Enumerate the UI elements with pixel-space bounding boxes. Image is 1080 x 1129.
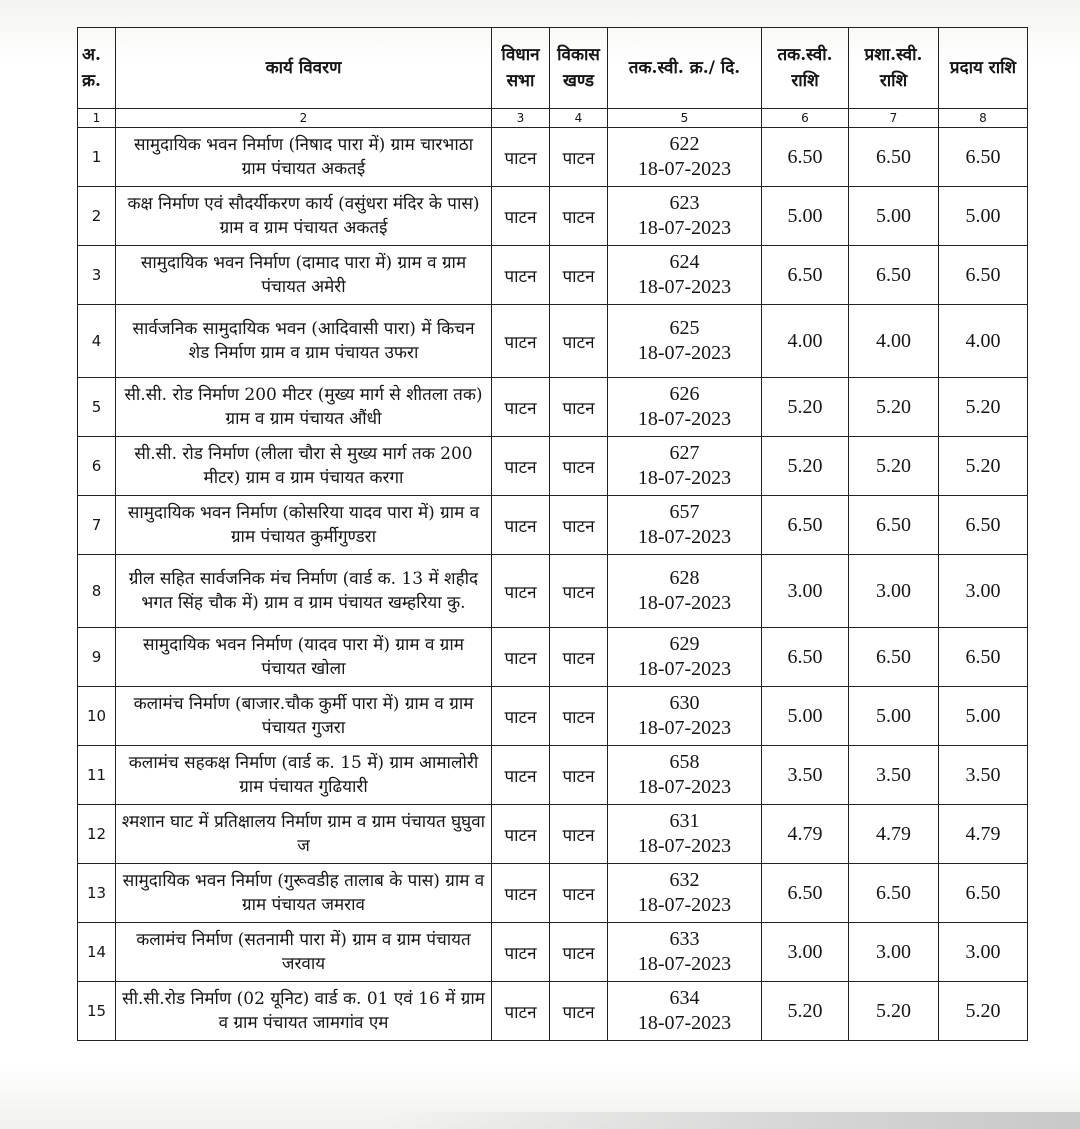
row-order-no: 627 [669, 442, 700, 464]
row-serial-no: 3 [78, 246, 116, 305]
row-technical-amount: 5.00 [762, 687, 849, 746]
row-technical-amount: 5.20 [762, 982, 849, 1041]
row-admin-amount: 3.00 [849, 555, 939, 628]
row-vikas-khand: पाटन [550, 864, 608, 923]
header-order-no-date: तक.स्वी. क्र./ दि. [608, 28, 762, 109]
row-released-amount: 6.50 [939, 246, 1028, 305]
row-serial-no: 13 [78, 864, 116, 923]
row-vidhan-sabha: पाटन [492, 628, 550, 687]
row-vikas-khand: पाटन [550, 746, 608, 805]
row-order-no: 626 [669, 383, 700, 405]
row-technical-amount: 5.20 [762, 378, 849, 437]
row-order-date: 18-07-2023 [637, 894, 732, 916]
row-released-amount: 6.50 [939, 628, 1028, 687]
header-serial-no: अ. क्र. [78, 28, 116, 109]
row-order-no: 628 [669, 567, 700, 589]
row-technical-amount: 6.50 [762, 496, 849, 555]
row-order-no: 623 [669, 192, 700, 214]
header-released-amount: प्रदाय राशि [939, 28, 1028, 109]
row-serial-no: 12 [78, 805, 116, 864]
row-released-amount: 5.20 [939, 378, 1028, 437]
row-work-description: सार्वजनिक सामुदायिक भवन (आदिवासी पारा) में किचन शेड निर्माण ग्राम व ग्राम पंचायत उफरा [116, 305, 492, 378]
row-released-amount: 4.00 [939, 305, 1028, 378]
table-row [78, 628, 1028, 687]
row-vidhan-sabha: पाटन [492, 378, 550, 437]
row-order-date: 18-07-2023 [637, 658, 732, 680]
row-order-cell [608, 128, 762, 187]
table-row [78, 982, 1028, 1041]
row-vikas-khand: पाटन [550, 805, 608, 864]
column-index-row [78, 109, 1028, 128]
row-order-no: 625 [669, 317, 700, 339]
row-admin-amount: 5.20 [849, 437, 939, 496]
row-order-date: 18-07-2023 [637, 276, 732, 298]
table-row [78, 128, 1028, 187]
row-admin-amount: 3.50 [849, 746, 939, 805]
row-admin-amount: 6.50 [849, 246, 939, 305]
row-order-date: 18-07-2023 [637, 526, 732, 548]
row-vikas-khand: पाटन [550, 305, 608, 378]
row-released-amount: 3.00 [939, 923, 1028, 982]
row-order-no: 622 [669, 133, 700, 155]
row-order-date: 18-07-2023 [637, 592, 732, 614]
row-order-cell [608, 746, 762, 805]
row-order-cell [608, 687, 762, 746]
row-order-cell [608, 805, 762, 864]
row-vidhan-sabha: पाटन [492, 187, 550, 246]
row-order-cell [608, 496, 762, 555]
header-vikas-khand: विकास खण्ड [550, 28, 608, 109]
table-row [78, 555, 1028, 628]
row-order-cell [608, 187, 762, 246]
table-row [78, 864, 1028, 923]
row-admin-amount: 5.00 [849, 187, 939, 246]
column-index: 4 [550, 109, 608, 128]
row-released-amount: 3.00 [939, 555, 1028, 628]
row-work-description: सामुदायिक भवन निर्माण (गुरूवडीह तालाब के पास) ग्राम व ग्राम पंचायत जमराव [116, 864, 492, 923]
row-work-description: सी.सी. रोड निर्माण (लीला चौरा से मुख्य मार्ग तक 200 मीटर) ग्राम व ग्राम पंचायत करगा [116, 437, 492, 496]
header-work-description: कार्य विवरण [116, 28, 492, 109]
row-work-description: सामुदायिक भवन निर्माण (यादव पारा में) ग्राम व ग्राम पंचायत खोला [116, 628, 492, 687]
row-vikas-khand: पाटन [550, 687, 608, 746]
row-released-amount: 5.00 [939, 687, 1028, 746]
row-serial-no: 4 [78, 305, 116, 378]
row-serial-no: 15 [78, 982, 116, 1041]
row-admin-amount: 6.50 [849, 628, 939, 687]
row-order-no: 634 [669, 987, 700, 1009]
header-technical-amount: तक.स्वी. राशि [762, 28, 849, 109]
row-work-description: कलामंच सहकक्ष निर्माण (वार्ड क. 15 में) ग्राम आमालोरी ग्राम पंचायत गुढियारी [116, 746, 492, 805]
table-row [78, 437, 1028, 496]
row-released-amount: 6.50 [939, 128, 1028, 187]
row-order-cell [608, 246, 762, 305]
row-technical-amount: 6.50 [762, 128, 849, 187]
row-released-amount: 6.50 [939, 496, 1028, 555]
row-vidhan-sabha: पाटन [492, 805, 550, 864]
row-work-description: कलामंच निर्माण (बाजार.चौक कुर्मी पारा में) ग्राम व ग्राम पंचायत गुजरा [116, 687, 492, 746]
table-body [78, 128, 1028, 1041]
row-order-no: 624 [669, 251, 700, 273]
column-index: 3 [492, 109, 550, 128]
row-vidhan-sabha: पाटन [492, 305, 550, 378]
row-vikas-khand: पाटन [550, 628, 608, 687]
row-work-description: सी.सी. रोड निर्माण 200 मीटर (मुख्य मार्ग से शीतला तक) ग्राम व ग्राम पंचायत औंधी [116, 378, 492, 437]
row-released-amount: 3.50 [939, 746, 1028, 805]
row-released-amount: 6.50 [939, 864, 1028, 923]
row-vidhan-sabha: पाटन [492, 746, 550, 805]
row-serial-no: 6 [78, 437, 116, 496]
row-technical-amount: 3.00 [762, 923, 849, 982]
row-vikas-khand: पाटन [550, 128, 608, 187]
row-work-description: कलामंच निर्माण (सतनामी पारा में) ग्राम व ग्राम पंचायत जरवाय [116, 923, 492, 982]
row-vidhan-sabha: पाटन [492, 555, 550, 628]
row-serial-no: 14 [78, 923, 116, 982]
row-order-cell [608, 305, 762, 378]
row-work-description: सामुदायिक भवन निर्माण (निषाद पारा में) ग्राम चारभाठा ग्राम पंचायत अकतई [116, 128, 492, 187]
table-row [78, 746, 1028, 805]
row-technical-amount: 5.00 [762, 187, 849, 246]
row-vikas-khand: पाटन [550, 982, 608, 1041]
row-released-amount: 5.20 [939, 982, 1028, 1041]
row-technical-amount: 3.50 [762, 746, 849, 805]
row-serial-no: 7 [78, 496, 116, 555]
row-vidhan-sabha: पाटन [492, 864, 550, 923]
row-vidhan-sabha: पाटन [492, 128, 550, 187]
row-admin-amount: 6.50 [849, 864, 939, 923]
row-order-date: 18-07-2023 [637, 717, 732, 739]
row-order-date: 18-07-2023 [637, 158, 732, 180]
row-serial-no: 1 [78, 128, 116, 187]
table-row [78, 923, 1028, 982]
row-vidhan-sabha: पाटन [492, 923, 550, 982]
row-vidhan-sabha: पाटन [492, 246, 550, 305]
row-order-no: 632 [669, 869, 700, 891]
column-index: 5 [608, 109, 762, 128]
row-work-description: सामुदायिक भवन निर्माण (कोसरिया यादव पारा में) ग्राम व ग्राम पंचायत कुर्मीगुण्डरा [116, 496, 492, 555]
table-row [78, 496, 1028, 555]
row-vikas-khand: पाटन [550, 246, 608, 305]
table-row [78, 187, 1028, 246]
row-vidhan-sabha: पाटन [492, 437, 550, 496]
row-order-no: 658 [669, 751, 700, 773]
column-index: 1 [78, 109, 116, 128]
row-order-no: 657 [669, 501, 700, 523]
row-order-date: 18-07-2023 [637, 342, 732, 364]
row-admin-amount: 5.00 [849, 687, 939, 746]
row-vidhan-sabha: पाटन [492, 496, 550, 555]
table-row [78, 305, 1028, 378]
row-admin-amount: 4.79 [849, 805, 939, 864]
row-work-description: सी.सी.रोड निर्माण (02 यूनिट) वार्ड क. 01 एवं 16 में ग्राम व ग्राम पंचायत जामगांव एम [116, 982, 492, 1041]
row-serial-no: 11 [78, 746, 116, 805]
header-vidhan-sabha: विधान सभा [492, 28, 550, 109]
row-admin-amount: 6.50 [849, 496, 939, 555]
row-order-date: 18-07-2023 [637, 1012, 732, 1034]
row-released-amount: 5.00 [939, 187, 1028, 246]
row-order-date: 18-07-2023 [637, 408, 732, 430]
row-technical-amount: 3.00 [762, 555, 849, 628]
row-order-cell [608, 437, 762, 496]
works-table [77, 27, 1028, 1041]
row-order-date: 18-07-2023 [637, 217, 732, 239]
table-row [78, 378, 1028, 437]
row-order-date: 18-07-2023 [637, 776, 732, 798]
table-row [78, 246, 1028, 305]
row-vikas-khand: पाटन [550, 437, 608, 496]
row-serial-no: 5 [78, 378, 116, 437]
row-vikas-khand: पाटन [550, 923, 608, 982]
row-order-no: 629 [669, 633, 700, 655]
row-technical-amount: 4.00 [762, 305, 849, 378]
row-order-cell [608, 378, 762, 437]
table-row [78, 805, 1028, 864]
row-vikas-khand: पाटन [550, 555, 608, 628]
row-serial-no: 10 [78, 687, 116, 746]
row-vikas-khand: पाटन [550, 187, 608, 246]
row-admin-amount: 5.20 [849, 982, 939, 1041]
row-technical-amount: 4.79 [762, 805, 849, 864]
row-vikas-khand: पाटन [550, 378, 608, 437]
column-index: 2 [116, 109, 492, 128]
row-released-amount: 5.20 [939, 437, 1028, 496]
row-admin-amount: 3.00 [849, 923, 939, 982]
row-technical-amount: 6.50 [762, 628, 849, 687]
row-order-no: 633 [669, 928, 700, 950]
row-order-cell [608, 923, 762, 982]
column-index: 8 [939, 109, 1028, 128]
row-admin-amount: 6.50 [849, 128, 939, 187]
row-vikas-khand: पाटन [550, 496, 608, 555]
row-technical-amount: 5.20 [762, 437, 849, 496]
row-admin-amount: 5.20 [849, 378, 939, 437]
row-work-description: श्मशान घाट में प्रतिक्षालय निर्माण ग्राम व ग्राम पंचायत घुघुवा ज [116, 805, 492, 864]
row-vidhan-sabha: पाटन [492, 687, 550, 746]
column-index: 7 [849, 109, 939, 128]
row-order-cell [608, 982, 762, 1041]
page-edge-shadow [380, 1112, 1080, 1129]
row-order-date: 18-07-2023 [637, 953, 732, 975]
row-serial-no: 9 [78, 628, 116, 687]
row-work-description: सामुदायिक भवन निर्माण (दामाद पारा में) ग्राम व ग्राम पंचायत अमेरी [116, 246, 492, 305]
row-released-amount: 4.79 [939, 805, 1028, 864]
header-admin-amount: प्रशा.स्वी. राशि [849, 28, 939, 109]
row-order-cell [608, 864, 762, 923]
row-serial-no: 8 [78, 555, 116, 628]
table-row [78, 687, 1028, 746]
table-header [78, 28, 1028, 128]
row-technical-amount: 6.50 [762, 246, 849, 305]
column-index: 6 [762, 109, 849, 128]
row-admin-amount: 4.00 [849, 305, 939, 378]
row-serial-no: 2 [78, 187, 116, 246]
row-order-no: 631 [669, 810, 700, 832]
row-vidhan-sabha: पाटन [492, 982, 550, 1041]
row-work-description: ग्रील सहित सार्वजनिक मंच निर्माण (वार्ड क. 13 में शहीद भगत सिंह चौक में) ग्राम व ग्राम पंचायत खम्हरिया कु. [116, 555, 492, 628]
row-order-cell [608, 628, 762, 687]
row-technical-amount: 6.50 [762, 864, 849, 923]
row-order-date: 18-07-2023 [637, 467, 732, 489]
row-order-cell [608, 555, 762, 628]
row-order-no: 630 [669, 692, 700, 714]
row-work-description: कक्ष निर्माण एवं सौदर्यीकरण कार्य (वसुंधरा मंदिर के पास) ग्राम व ग्राम पंचायत अकतई [116, 187, 492, 246]
row-order-date: 18-07-2023 [637, 835, 732, 857]
